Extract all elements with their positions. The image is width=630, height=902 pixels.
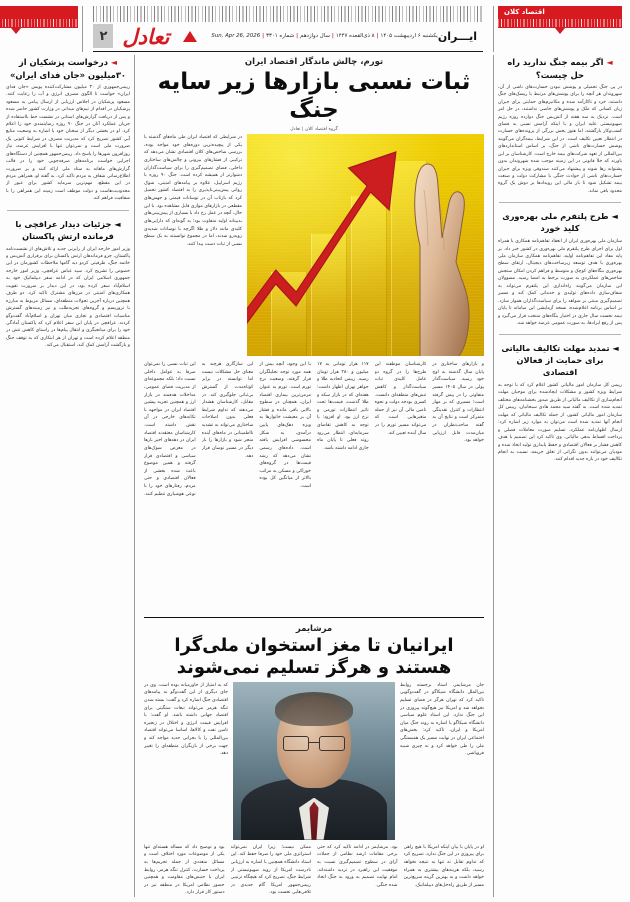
sidebar-right-headline-1[interactable]	[7, 55, 131, 84]
glasses-lens-left	[284, 736, 310, 751]
dateline-gregorian: Sun, Apr 26, 2026	[212, 33, 262, 40]
dateline-sep-2: |	[332, 33, 335, 40]
ruler-decoration-icon-2	[0, 19, 79, 27]
headline-text-5: جزئیات دیدار عراقچی با فرمانده ارتش پاکستان	[16, 218, 115, 241]
second-lead-columns	[145, 844, 485, 897]
second-lead-headline[interactable]: ایرانیان تا مغز استخوان ملی‌گرا هستند و هرگز تسلیم نمی‌شوند	[175, 634, 455, 678]
sidebar-left-rule-1	[500, 202, 622, 203]
ruler-decoration-icon	[499, 19, 623, 27]
main-content	[140, 55, 490, 897]
second-lead-column-1: بود و توضیح داد که مساله هسته‌ای تنها یکی از موضوعات مورد اختلاف است و مسائل متعددی از جمله تحریم‌ها به پرداخت خسارت، کنترل تنگه هرمز، روابط ایران با جنبش‌های مقاومت و همچنین حضور نظامی امریکا در منطقه نیز در دستور کار قرار دارد.	[145, 844, 226, 896]
bullet-icon-5: ◄	[115, 218, 122, 229]
red-triangle-icon	[184, 31, 198, 42]
section-tag-label: اقتصاد کلان	[505, 8, 546, 16]
second-lead	[145, 622, 485, 897]
lead-column-4: ۱۱۷ هزار تومانی به ۱۷ میلیون و ۲۸۰ هزار تومان رسید. رییس اتحادیه طلا و جواهر تهران اظهار داشت: هفته‌ای که در بازار سکه و طلا گذشت، قیمت‌ها تحت تاثیر انتظارات تورمی و نرخ ارز بود. او افزود: با توجه به کاهش تقاضای سرمایه‌ای، انتظار می‌رود روند فعلی تا پایان ماه جاری ادامه داشته باشد.	[317, 362, 370, 451]
lead-byline: گروه اقتصاد کلان | تعادل	[291, 127, 339, 133]
lead-intro-column: در شرایطی که اقتصاد ایران طی ماه‌های گذشته با یکی از پیچیده‌ترین دوره‌های خود مواجه بوده، بررسی شاخص‌های کلان اقتصادی نشان می‌دهد که ترکیبی از فشارهای بیرونی و چالش‌های ساختاری داخلی، فضای تصمیم‌گیری را برای سیاست‌گذاران دشوارتر از همیشه کرده است. جنگ ۹۰ روزه با رژیم اسراییل، علاوه بر پیامدهای امنیتی، شوک روانی پیش‌بینی‌ناپذیری را به اقتصاد کشور تحمیل کرد که بازتاب آن در نوسانات قیمتی و جهش‌های مقطعی در بازارهای موازی قابل مشاهده بود. با این حال، آنچه در عمل رخ داد با بسیاری از پیش‌بینی‌های بدبینانه اولیه متفاوت بود؛ به گونه‌ای که دارایی‌های کلیدی مانند دلار و طلا اگرچه با نوسانات شدیدی روبه‌رو شدند، اما در مجموع توانستند به یک سطح نسبی از ثبات دست پیدا کنند.	[145, 135, 243, 247]
dateline	[212, 33, 438, 39]
country-label: ایـــران	[438, 29, 478, 43]
ruler-strip-icon	[94, 6, 484, 22]
sidebar-right-story-1[interactable]	[7, 55, 131, 203]
masthead-center	[88, 6, 490, 52]
sidebar-left-body-3: رییس کل سازمان امور مالیاتی کشور اعلام کرد که با توجه به شرایط ویژه کشور و مشکلات ایجادشده برای موجبان مهلت انجام‌سازی از تکالیف مالیاتی از طریق صدور بخشنامه‌های مختلف تمدید شده است. به گفته سید محمد هادی سبحانیان، رییس کل سازمان امور مالیاتی کشور، از جمله تکالیف مالیاتی که مهلت انجام آنها تمدید شده است می‌توان به موارد زیر اشاره کرد: ارسال اظهارنامه عملکرد، تسلیم صورت معاملات فصلی و پرداخت اقساط بدهی مالیاتی. وی تاکید کرد این تصمیم با هدف کاهش فشار بر فعالان اقتصادی و حفظ پایداری تولید اتخاذ شده و مودیان می‌توانند بدون نگرانی از تعلق جریمه، نسبت به انجام تکالیف خود در بازه جدید اقدام کنند.	[499, 383, 623, 463]
lead-column-2: این سازگاری هرچند به معنای حل مشکلات نیست اما توانسته در برابر کوتاه‌مدت از گسترش بی‌ثباتی جلوگیری کند. در مقابل، کارشناسان هشدار می‌دهند که تداوم شرایط فعلی بدون اصلاحات ساختاری می‌تواند به تشدید نااطمینانی در ماه‌های آینده منجر شود و بازارها را بار دیگر در مسیر نوسان قرار دهد.	[202, 362, 255, 459]
sidebar-right-body-2: وزیر امور خارجه ایران از رایزنی جدید و تلاش‌های از نشست‌نامه پاکستان، جزو فرماندهان ارتش پاکستان برای برقراری آتش‌بس و خاتمه جنگ، ظرفیتی کردو دید گامها ملاحظات کشورمان در این خصوص را تشریح کرد. سید عباس عراقچی، وزیر امور خارجه جمهوری اسلامی ایران که در ادامه سفر دیپلماتیک خود به اسلام‌آباد سفر کرده بود، در این دیدار بر ضرورت تقویت همکاری‌های امنیتی در مرزهای مشترک تاکید کرد. دو طرف همچنین درباره آخرین تحولات منطقه‌ای، مسائل مربوط به مبارزه با تروریسم و گروه‌های تجزیه‌طلب و نیز زمینه‌های گسترش مناسبات اقتصادی و تجاری میان تهران و اسلام‌آباد گفت‌وگو کردند. عراقچی در پایان این سفر اعلام کرد که پاکستان آمادگی خود را برای میانجیگری و انتقال پیام‌ها در راستای کاهش تنش در منطقه اعلام کرده است و تهران از هر ابتکاری که به توقف جنگ و بازگشت آرامش کمک کند، استقبال می‌کند.	[7, 246, 131, 349]
sidebar-left-body-1: در پی جنگ تحمیلی و پوشش نبودن خسارت‌های ناشی از آن، شهروندان هر آنچه را برای پوشش‌های مرتبط با ریسک‌های جنگ داشتند، خرد و ناکارآمد شده و مکانیزم‌های حمایتی برای جبران زیان کسانی که ملک و پوشش‌های خاصی نداشتند، در حل امر است. نزدیک به سه هفته از آتش‌بس جنگ دوازده روزه رژیم صهیونیستی علیه ایران و با اینکه آرامش نسبی به فضای کسب‌وکار بازگشته، اما هنوز بخش بزرگی از پرونده‌های خسارت در انتظار تعیین تکلیف است. در این شرایط، بیمه‌گران می‌گویند پوشش خسارت‌های ناشی از جنگ، بر اساس استانداردهای بین‌المللی از تعهد شرکت‌های بیمه خارج است. کارشناسان بر این باورند که خلأ قانونی در این زمینه موجب شده شهروندان بدون پشتوانه رها شوند و پیشنهاد می‌کنند صندوقی ویژه برای جبران خسارت‌های ناشی از حوادث جنگی با مشارکت دولت و صنعت بیمه تشکیل شود تا بار مالی این رویدادها بر دوش یک گروه محدود باقی نماند.	[499, 84, 623, 194]
lead-kicker: تورم، چالش ماندگار اقتصاد ایران	[245, 57, 385, 67]
stop-hand-illustration	[363, 150, 481, 356]
second-lead-right-text: جان مرشایمر، استاد برجسته روابط بین‌الملل دانشگاه شیکاگو در گفت‌وگویی تاکید کرد که تهران هرگز در فضای تسلیم نخواهد شد و امریکا نیز هیچ‌گونه پیروزی در این جنگ ندارد. این استاد علوم سیاسی دانشگاه شیکاگو با اشاره به روند جنگ میان امریکا و ایران، تاکید کرد: بخش‌های اجتماعی ایران در نهایت مسیر یک همبستگی ملی را طی خواهد کرد و نه چیزی شبیه فروپاشی.	[401, 682, 485, 757]
lead-body-columns	[145, 361, 485, 612]
sidebar-left-body-2: سازمان ملی بهره‌وری ایران از انعقاد تفاهم‌نامه همکاری با همراه اول برای اجرای طرح پلتفرم ملی بهره‌وری در کشور خبر داد. بر پایه مفاد این تفاهم‌نامه اولیه، تفاهم‌نامه همکاری سازمان ملی بهره‌وری با هدف توسعه زیرساخت‌های دیجیتال، ارتقای سطح بهره‌وری بنگاه‌های کوچک و متوسط و فراهم کردن امکان سنجش شاخص‌های عملکردی به صورت برخط به امضا رسید. مسوولان این سازمان می‌گویند راه‌اندازی این پلتفرم می‌تواند به شفاف‌سازی داده‌های تولیدی و خدماتی کمک کند و مسیر تصمیم‌گیری مبتنی بر شواهد را برای سیاست‌گذاران هموار سازد. بر اساس برنامه اعلام‌شده، نسخه آزمایشی این سامانه تا پایان نیمه نخست سال جاری در اختیار بنگاه‌های منتخب قرار می‌گیرد و پس از رفع ایرادها، به صورت عمومی عرضه خواهد شد.	[499, 239, 623, 326]
dateline-year: سال دوازدهم	[301, 33, 331, 40]
lead-column-6: و بازارهای ساختاری در پایان سال گذشته به اوج خود رسید. سیاست‌گذار پولی در سال ۱۴۰۵ مسیر متفاوتی را در پیش گرفته است؛ مسیری که بر مهار انتظارات و کنترل نقدینگی متمرکز است و نتایج آن به گفته صاحب‌نظران در میان‌مدت قابل ارزیابی خواهد بود.	[433, 362, 485, 444]
second-lead-column-4: او در پایان با بیان اینکه امریکا با هیچ راهی برای پیروزی در این جنگ ندارد، تصریح کرد که تداوم تقابل نه تنها به نتیجه نخواهد رسید، بلکه هزینه‌های بیشتری به همراه خواهد داشت و به بهترین گزینه سریع‌ترین مسیر از طریق راه‌حل‌های دیپلماتیک.	[404, 844, 485, 888]
glasses-lens-right	[320, 736, 346, 751]
dateline-sep-4: |	[263, 33, 266, 40]
bullet-icon: ◄	[607, 58, 614, 67]
second-lead-column-2: ممکن نیست؛ زیرا ایران نمی‌تواند استراتژی ملی خود را صرفا حفظ کند. این استاد دانشگاه همچنین با اشاره به ارزیابی نادرست امریکا از رویه صهیونیستی از شرایط جنگ، تصریح کرد که هیچگاه ترتیبی رییس‌جمهور امریکا گام جدیدی در تلافی‌هایی نخست بود.	[231, 844, 312, 896]
masthead-logo-block	[94, 24, 170, 48]
sidebar-left-story-2[interactable]	[499, 209, 623, 327]
bullet-icon-3: ◄	[613, 343, 620, 354]
second-lead-photo-block	[145, 682, 485, 840]
lead-column-5: کارشناسان موظفند این طرح‌ها را در گروه دو عامل کلیدی ثبات سیاست‌گذار و کاهش تنش‌های منطقه‌ای دانست. کسری بودجه دولت و نحوه تامین مالی آن نیز از جمله متغیرهایی است که می‌تواند مسیر تورم را در سال آینده تعیین کند.	[375, 362, 428, 436]
lead-column-3: با این وجود، آنچه بیش از همه مورد توجه تحلیلگران قرار گرفته، وضعیت نرخ تورم است. تورم به عنوان مزمن‌ترین بیماری اقتصاد ایران، همچنان در سطوح بالایی باقی مانده و فشار آن بر معیشت خانوارها به ویژه دهک‌های پایین درآمدی، به شکل محسوسی افزایش یافته است. داده‌های رسمی نشان می‌دهد که رشد قیمت‌ها در گروه‌های خوراکی و مسکن به مراتب بالاتر از میانگین کل بوده است.	[260, 362, 312, 490]
masthead-right-section	[0, 6, 79, 52]
sidebar-left-story-3[interactable]	[499, 341, 623, 463]
masthead-divider-right	[83, 6, 84, 52]
sidebar-right	[7, 55, 131, 897]
headline-text-3: تمدید مهلت تکالیف مالیاتی برای حمایت از فعالان اقتصادی	[502, 343, 611, 378]
lead-artwork	[248, 134, 485, 356]
triangle-marker-icon-2	[12, 28, 22, 34]
headline-text: اگر بیمه جنگ ندارید راه حل چیست؟	[508, 57, 605, 80]
sidebar-left-story-1[interactable]	[499, 55, 623, 195]
second-lead-column-3: بود. مرشایمر در ادامه تاکید کرد که حتی برخی مقامات ارشد نظامی از جملات آرای در سطوح تصمیم‌گیری نسبت به موفقیت این راهبرد در تردید داشته‌اند. امام نهایت تصمیم به ورود به جنگ اتخاذ شده جنگی.	[318, 844, 399, 888]
body-divider-right	[135, 55, 136, 897]
dateline-issue: شماره ۳۳۰۱	[267, 33, 296, 40]
masthead-row	[94, 22, 484, 50]
portrait-photo	[234, 682, 396, 840]
lead-headline[interactable]: ثبات نسبی بازارها زیر سایه جنگ	[158, 69, 472, 124]
headline-text-4: درخواست پزشکیان از ۳۰میلیون «جان فدای ایران»	[10, 57, 128, 80]
sidebar-right-body-1: رییس‌جمهوری از ۳۰ میلیون مشارکت‌کننده پویش «جان فدای ایران» خواست تا الگوی مصرف انرژی و آب را رعایت کنند. مسعود پزشکیان در اجلاس ارزیابی از ارسال پیامی به مسعود پزشکیان در اقدام از تیم‌های میدانی در وزارت کشور حاضر شده و پس از دریافت گزارش‌های استانی در نشست خط بااستفاده از جریان عملکرد آنان در جنگ ۹۰ روزه رضایتمندی خود را اعلام کرد. او در بخشی دیگر از سخنان خود با اشاره به وضعیت منابع آبی کشور تصریح کرد که مدیریت مصرف در شرایط کنونی یک ضرورت ملی است و نمی‌توان تنها با افزایش عرضه، نیاز روزافزون شهرها را پاسخ داد. رییس‌جمهور همچنین از دستگاه‌های اجرایی خواست برنامه‌های صرفه‌جویی خود را در قالب گزارش‌های ماهانه به ستاد ملی ارائه کنند و بر ضرورت اطلاع‌رسانی شفاف به مردم تاکید کرد. به گفته او، همراهی مردم در این مقطع، مهم‌ترین سرمایه کشور برای عبور از محدودیت‌هاست و دولت موظف است زمینه این همراهی را با شفافیت فراهم کند.	[7, 84, 131, 202]
glasses-bridge	[310, 742, 320, 743]
triangle-marker-icon	[556, 28, 566, 34]
masthead-left-section	[499, 6, 623, 52]
sidebar-left-headline-2[interactable]	[499, 209, 623, 238]
masthead-rule	[94, 51, 484, 52]
section-tag-politics	[0, 6, 79, 28]
body-divider-left	[494, 55, 495, 897]
bullet-icon-4: ◄	[111, 58, 119, 67]
section-tag-macro-economy	[499, 6, 623, 28]
page-number: ۲	[94, 24, 114, 48]
second-lead-kicker: مرشایمر	[296, 623, 334, 634]
sidebar-right-story-2[interactable]	[7, 217, 131, 350]
bullet-icon-2: ◄	[612, 211, 619, 222]
second-lead-left-text: که به امتیاز از خاورمیانه بوده است. وی در جای دیگری از این گفت‌وگو به پیامدهای اقتصادی جنگ اشاره کرد و گفت: بسته شدن تنگه هرمز می‌تواند تبعات سنگینی برای اقتصاد جهانی داشته باشد. او گفت: با افزایش قیمت انرژی و اختلال در زنجیره تامین نفت و کالاها، اساسا می‌تواند اقتصاد بین‌المللی را با بحرانی جدید مواجه کند و جهت برخی از بازیگران منطقه‌ای را تغییر دهد.	[145, 682, 229, 757]
sidebar-right-headline-2[interactable]	[7, 217, 131, 246]
lead-column-1: این ثبات نسبی را نمی‌توان صرفا به عوامل داخلی نسبت داد؛ بلکه مجموعه‌ای از مدیریت فضای عمومی، مداخلات هدفمند در بازار ارز و همچنین تجربه پیشین اقتصاد ایران در مواجهه با تکانه‌های خارجی در آن نقش داشته است. کارشناسان معتقدند اقتصاد ایران در دهه‌های اخیر بارها در معرض شوک‌های سیاسی و اقتصادی قرار گرفته و همین موضوع باعث شده بخشی از فعالان اقتصادی و حتی مردم، رفتارهای خود را با نوعی هوشیاری تنظیم کنند.	[145, 362, 197, 497]
masthead	[7, 6, 623, 52]
sidebar-left-rule-2	[500, 334, 622, 335]
masthead-divider-left	[494, 6, 495, 52]
sidebar-left-headline-3[interactable]	[499, 341, 623, 382]
dateline-hijri: ۸ ذی‌القعده ۱۴۴۷	[336, 33, 376, 40]
page-body	[7, 52, 623, 897]
dateline-persian: یکشنبه ۶ اردیبهشت ۱۴۰۵	[381, 33, 439, 40]
sidebar-left-headline-1[interactable]	[499, 55, 623, 84]
dateline-sep-1: |	[377, 33, 380, 40]
portrait-hair	[276, 692, 354, 726]
dateline-sep-3: |	[297, 33, 300, 40]
lead-block	[145, 134, 485, 356]
section-divider	[145, 617, 485, 618]
publication-logo: تعادل	[123, 23, 171, 49]
sidebar-right-rule-1	[8, 210, 130, 211]
portrait-glasses-icon	[284, 736, 346, 749]
headline-text-2: طرح پلتفرم ملی بهره‌وری کلید خورد	[503, 211, 610, 234]
sidebar-left	[499, 55, 623, 897]
